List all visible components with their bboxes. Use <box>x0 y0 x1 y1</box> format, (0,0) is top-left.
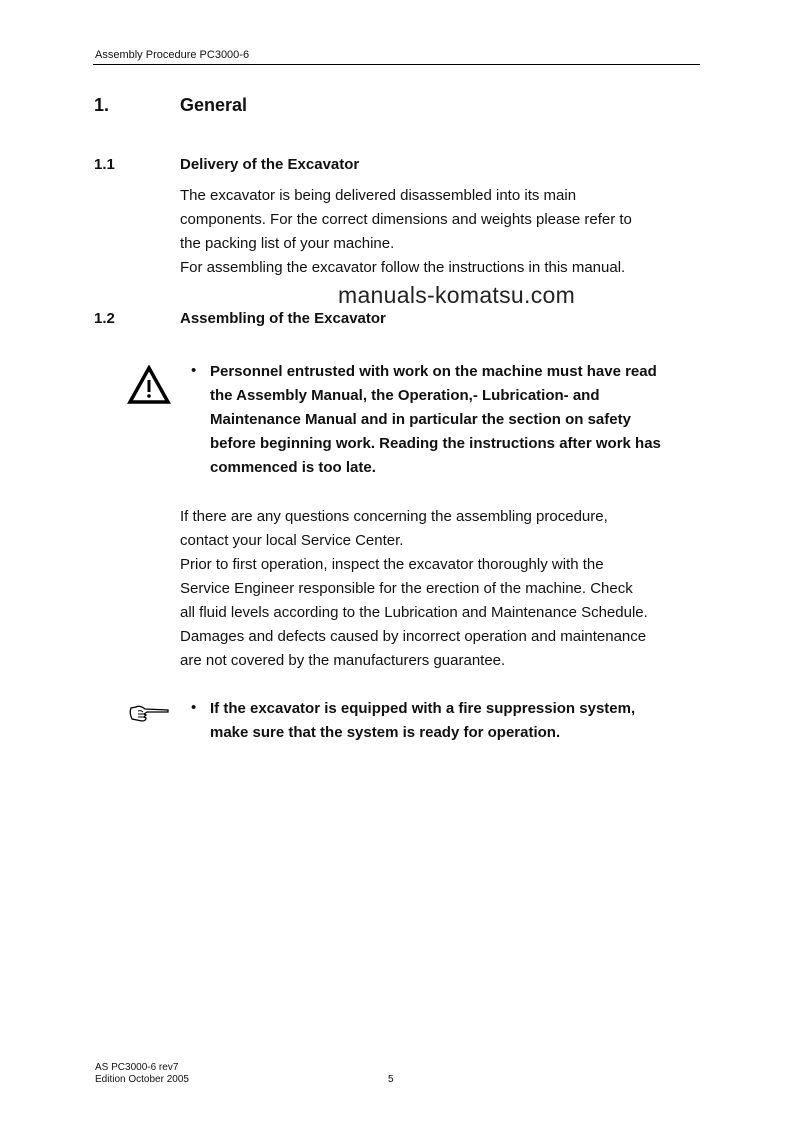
section-title: General <box>180 95 248 115</box>
subsection-number: 1.2 <box>94 310 115 327</box>
note-text <box>210 697 635 745</box>
text-line: before beginning work. Reading the instructions after work has <box>210 435 661 452</box>
running-header: Assembly Procedure PC3000-6 <box>95 49 250 61</box>
pointing-hand-icon <box>128 703 170 723</box>
footer-doc-info <box>95 1062 189 1086</box>
watermark: manuals-komatsu.com <box>338 282 576 308</box>
subsection-title: Assembling of the Excavator <box>180 310 386 327</box>
warning-text <box>210 360 661 480</box>
text-line: are not covered by the manufacturers guarantee. <box>180 652 506 669</box>
text-line: If the excavator is equipped with a fire suppression system, <box>210 700 636 717</box>
text-line: Damages and defects caused by incorrect operation and maintenance <box>180 628 647 645</box>
text-line: the Assembly Manual, the Operation,- Lubrication- and <box>210 387 600 404</box>
footer-doc-id: AS PC3000-6 rev7 <box>95 1062 179 1073</box>
subsection-title: Delivery of the Excavator <box>180 156 360 173</box>
bullet: • <box>191 362 197 379</box>
text-line: make sure that the system is ready for operation. <box>210 724 561 741</box>
text-line: Prior to first operation, inspect the excavator thoroughly with the <box>180 556 604 573</box>
text-line: commenced is too late. <box>210 459 376 476</box>
text-line: Service Engineer responsible for the erection of the machine. Check <box>180 580 633 597</box>
text-line: contact your local Service Center. <box>180 532 404 549</box>
text-line: The excavator is being delivered disassembled into its main <box>180 187 577 204</box>
warning-triangle-icon <box>127 365 171 405</box>
page-number: 5 <box>388 1074 394 1085</box>
text-line: For assembling the excavator follow the instructions in this manual. <box>180 259 626 276</box>
text-line: Personnel entrusted with work on the machine must have read <box>210 363 657 380</box>
delivery-paragraph <box>180 184 632 280</box>
subsection-number: 1.1 <box>94 156 115 173</box>
text-line: If there are any questions concerning the assembling procedure, <box>180 508 608 525</box>
text-line: the packing list of your machine. <box>180 235 395 252</box>
text-line: Maintenance Manual and in particular the section on safety <box>210 411 631 428</box>
header-rule <box>93 64 700 65</box>
text-line: components. For the correct dimensions and weights please refer to <box>180 211 632 228</box>
footer-edition: Edition October 2005 <box>95 1074 189 1085</box>
assembling-paragraph <box>180 505 648 673</box>
text-line: all fluid levels according to the Lubrication and Maintenance Schedule. <box>180 604 648 621</box>
section-number: 1. <box>94 95 110 115</box>
bullet: • <box>191 699 197 716</box>
